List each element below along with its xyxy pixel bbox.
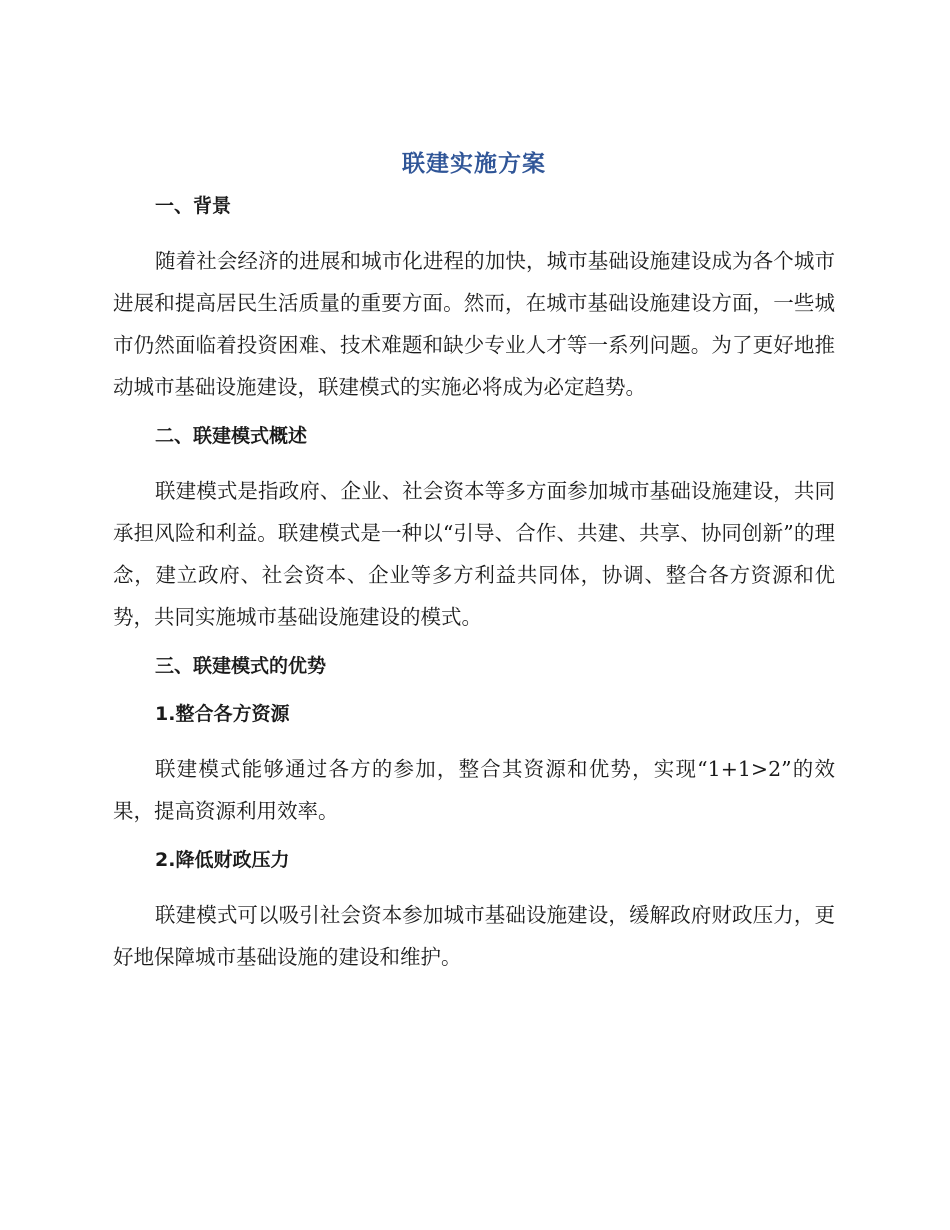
paragraph-background: 随着社会经济的进展和城市化进程的加快，城市基础设施建设成为各个城市进展和提高居民生活质量的重要方面。然而，在城市基础设施建设方面，一些城市仍然面临着投资困难、技术难题和缺少专业人才等一系列问题。为了更好地推动城市基础设施建设，联建模式的实施必将成为必定趋势。	[113, 249, 835, 399]
section-heading-background: 一、背景	[155, 195, 232, 217]
subheading-reduce-fiscal-pressure: 2.降低财政压力	[155, 849, 290, 871]
subheading-integrate-resources: 1.整合各方资源	[155, 703, 290, 725]
section-heading-overview: 二、联建模式概述	[155, 425, 308, 447]
paragraph-integrate-resources: 联建模式能够通过各方的参加，整合其资源和优势，实现“1+1>2”的效果，提高资源利用效率。	[113, 757, 835, 823]
document-title: 联建实施方案	[402, 151, 546, 177]
paragraph-overview: 联建模式是指政府、企业、社会资本等多方面参加城市基础设施建设，共同承担风险和利益。联建模式是一种以“引导、合作、共建、共享、协同创新”的理念，建立政府、社会资本、企业等多方利益共同体，协调、整合各方资源和优势，共同实施城市基础设施建设的模式。	[113, 479, 835, 629]
section-heading-advantages: 三、联建模式的优势	[155, 655, 327, 677]
paragraph-reduce-fiscal-pressure: 联建模式可以吸引社会资本参加城市基础设施建设，缓解政府财政压力，更好地保障城市基础设施的建设和维护。	[113, 903, 835, 969]
